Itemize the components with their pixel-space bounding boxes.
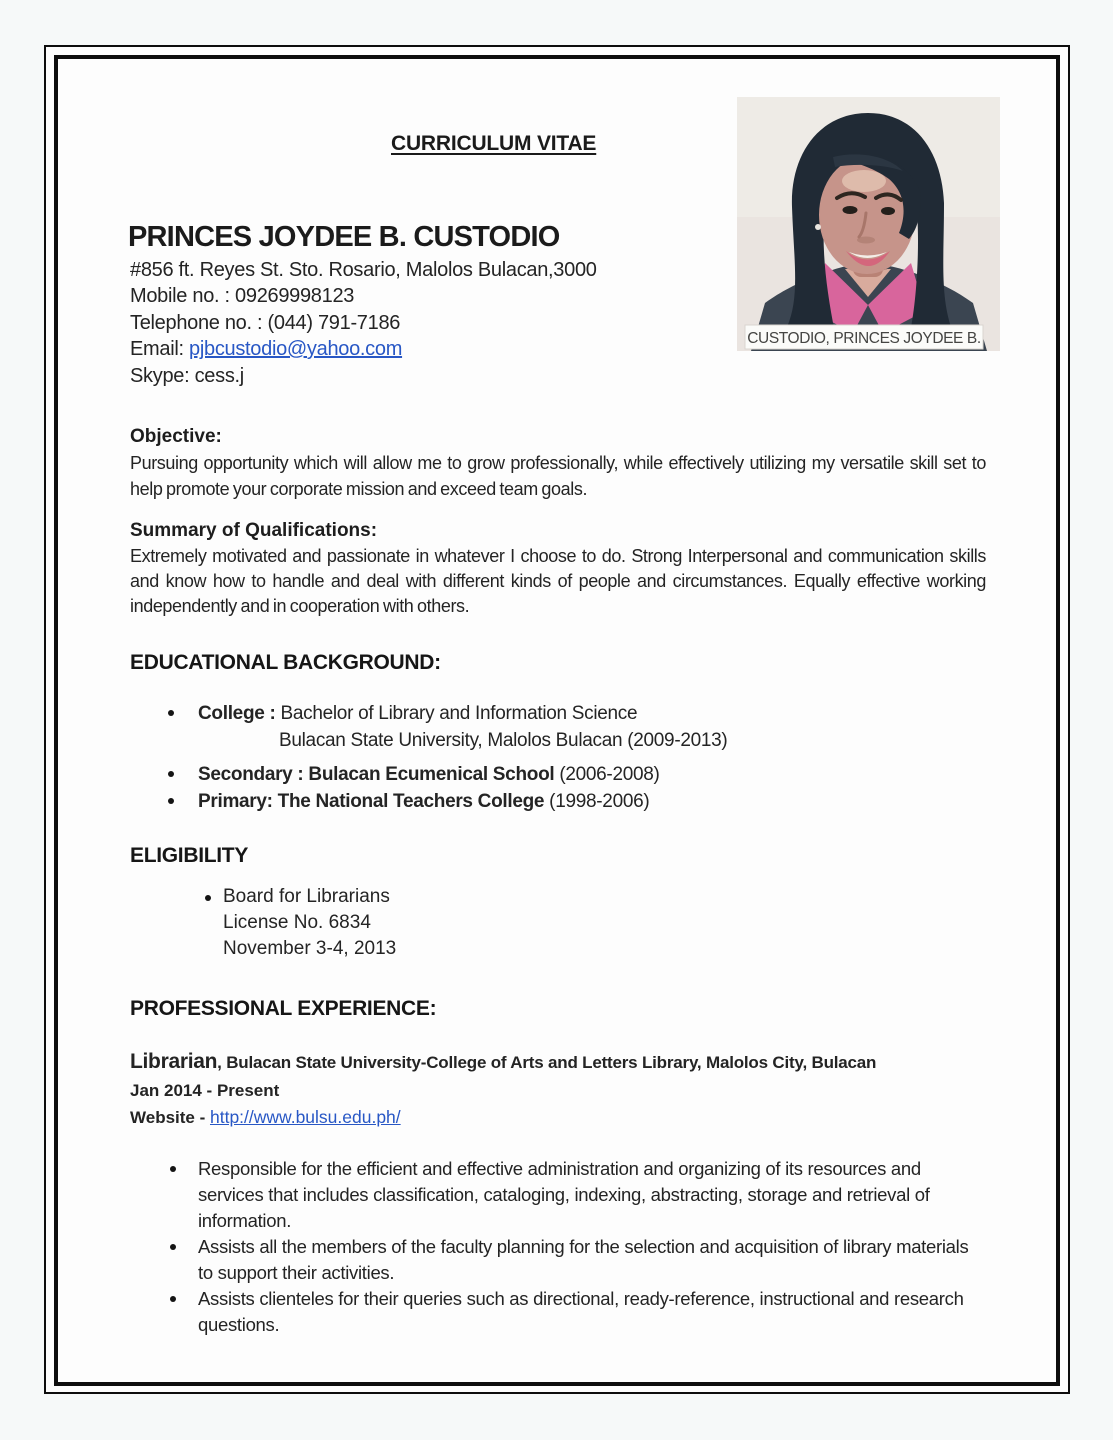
education-item-college xyxy=(130,700,986,754)
job-title: Librarian xyxy=(130,1050,218,1073)
objective-text: Pursuing opportunity which will allow me to grow professionally, while effectively utilizing my versatile skill set to help promote your corporate mission and exceed team goals. xyxy=(130,453,986,499)
address-line: #856 ft. Reyes St. Sto. Rosario, Malolos Bulacan,3000 xyxy=(130,259,597,281)
experience-bullet-list xyxy=(130,1156,986,1338)
summary-text: Extremely motivated and passionate in whatever I choose to do. Strong Interpersonal and communication skills and know how to handle and deal with different kinds of people and circumstances. Equally effective working independently and in cooperation with others. xyxy=(130,546,986,616)
bullet-icon xyxy=(205,895,211,901)
email-label: Email: xyxy=(130,338,190,361)
telephone-line: Telephone no. : (044) 791-7186 xyxy=(130,311,401,334)
website-link[interactable]: http://www.bulsu.edu.ph/ xyxy=(209,1107,401,1127)
secondary-label: Secondary : Bulacan Ecumenical School xyxy=(198,764,555,785)
experience-bullet-2: Assists all the members of the faculty planning for the selection and acquisition of library materials to support their activities. xyxy=(130,1234,986,1286)
main-column xyxy=(130,424,986,1338)
primary-label: Primary: The National Teachers College xyxy=(198,791,545,812)
experience-heading: PROFESSIONAL EXPERIENCE: xyxy=(130,997,437,1020)
bullet-icon xyxy=(168,710,174,716)
eligibility-line-1: Board for Librarians xyxy=(223,886,390,907)
job-block xyxy=(130,1048,986,1131)
experience-bullet-1: Responsible for the efficient and effective administration and organizing of its resources and services that includes classification, cataloging, indexing, abstracting, storage and retrieval of information. xyxy=(130,1156,986,1234)
document-title: CURRICULUM VITAE xyxy=(391,132,597,155)
mobile-line: Mobile no. : 09269998123 xyxy=(130,285,355,308)
eligibility-line-3: November 3-4, 2013 xyxy=(223,938,397,959)
bullet-icon xyxy=(168,798,174,804)
person-name: PRINCES JOYDEE B. CUSTODIO xyxy=(128,221,560,253)
experience-bullet-3: Assists clienteles for their queries such as directional, ready-reference, instructional and research questions. xyxy=(130,1286,986,1338)
bullet-icon xyxy=(170,1244,176,1250)
college-label: College : xyxy=(198,703,281,724)
college-text: Bachelor of Library and Information Science xyxy=(280,703,638,724)
bullet-icon xyxy=(170,1296,176,1302)
portrait-illustration xyxy=(737,97,1000,351)
education-item-primary xyxy=(130,788,986,815)
eligibility-line-2: License No. 6834 xyxy=(223,912,371,933)
bullet-icon xyxy=(170,1166,176,1172)
summary-heading: Summary of Qualifications: xyxy=(130,520,378,541)
objective-heading: Objective: xyxy=(130,426,222,447)
eligibility-item xyxy=(130,884,986,962)
eligibility-heading: ELIGIBILITY xyxy=(130,844,249,867)
contact-block xyxy=(130,257,597,389)
education-item-secondary xyxy=(130,761,986,788)
job-employer: , Bulacan State University-College of Arts and Letters Library, Malolos City, Bulacan xyxy=(217,1053,877,1072)
primary-text: (1998-2006) xyxy=(544,791,650,812)
job-dates: Jan 2014 - Present xyxy=(130,1081,280,1100)
eligibility-list xyxy=(130,884,986,962)
education-heading: EDUCATIONAL BACKGROUND: xyxy=(130,651,441,674)
email-link[interactable]: pjbcustodio@yahoo.com xyxy=(189,338,403,361)
portrait-photo xyxy=(737,97,1000,351)
college-line2: Bulacan State University, Malolos Bulacan (2009-2013) xyxy=(279,730,728,751)
education-list xyxy=(130,700,986,815)
secondary-text: (2006-2008) xyxy=(554,764,660,785)
bullet-icon xyxy=(168,771,174,777)
email-line xyxy=(130,336,597,362)
skype-line: Skype: cess.j xyxy=(130,364,244,387)
photo-nameplate: CUSTODIO, PRINCES JOYDEE B. xyxy=(747,330,981,347)
website-label: Website - xyxy=(130,1108,210,1127)
